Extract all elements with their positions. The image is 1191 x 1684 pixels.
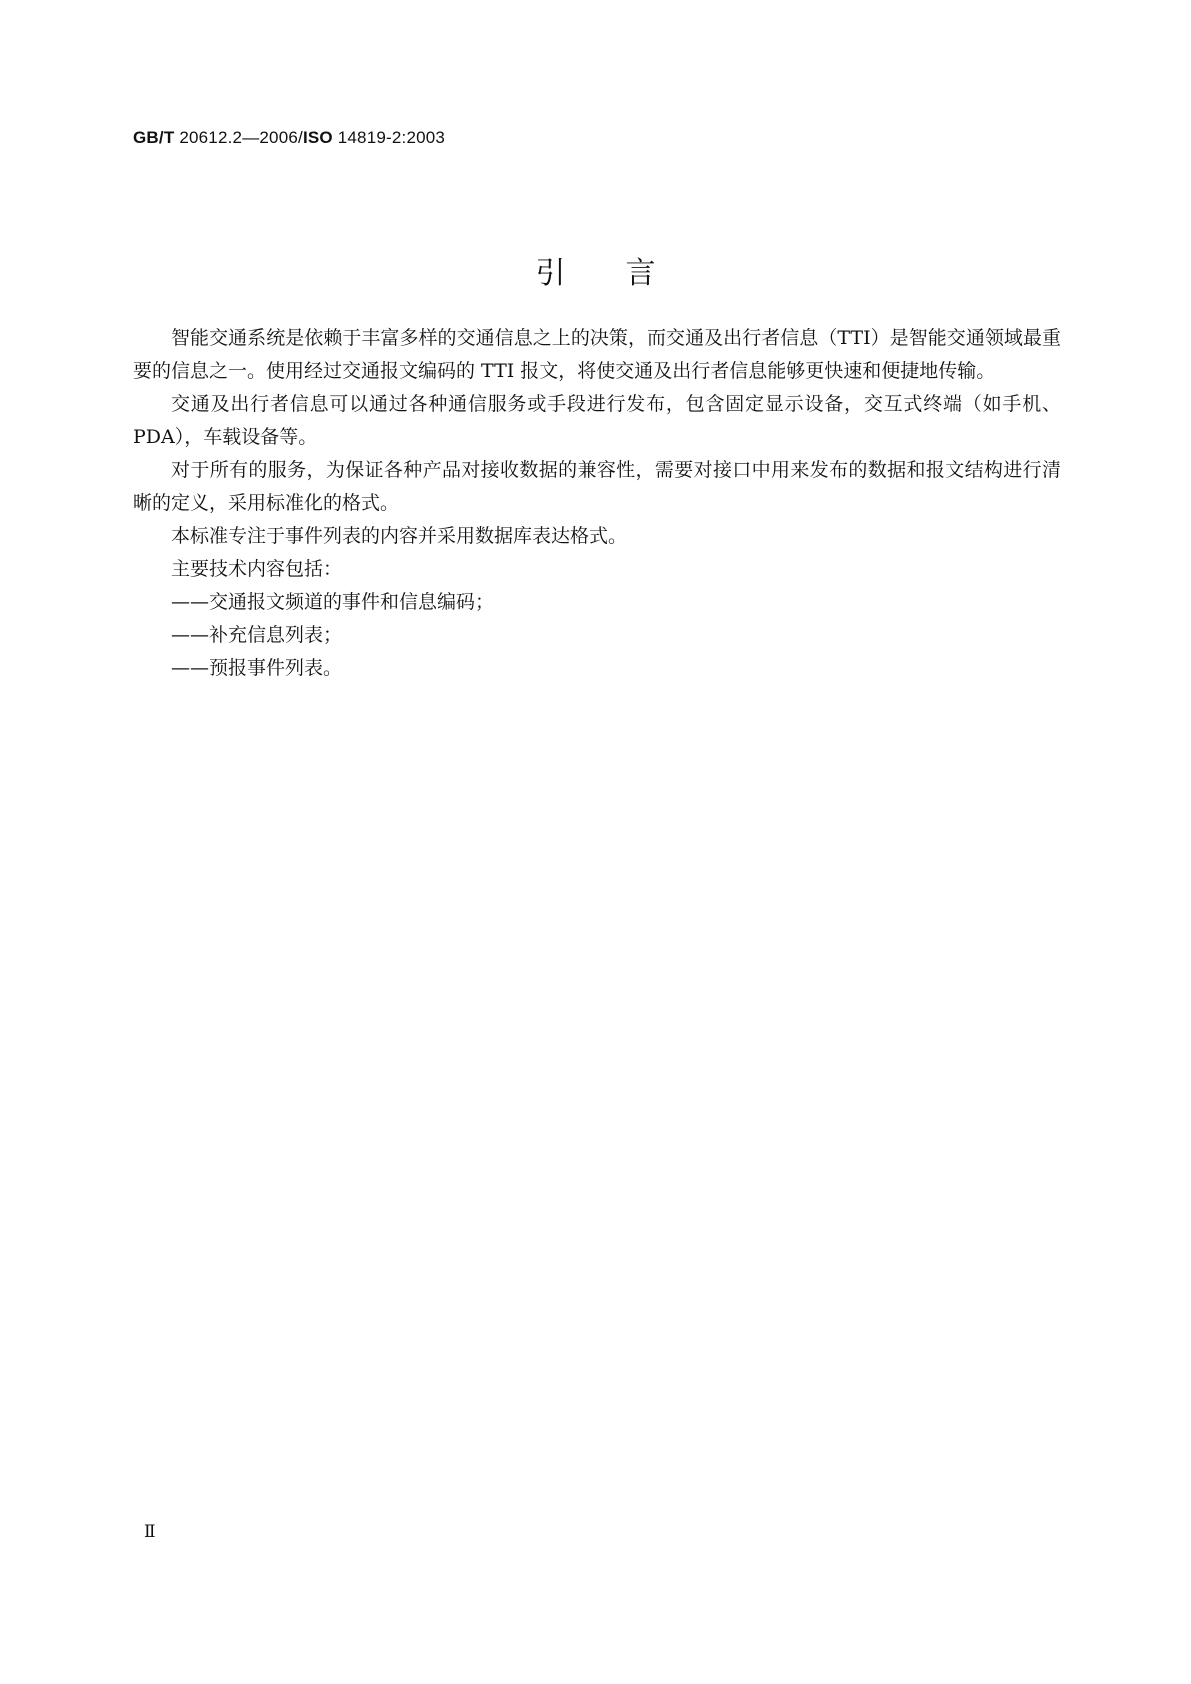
page-title: 引言 [535, 256, 716, 292]
list-item: ——补充信息列表； [171, 624, 343, 646]
list-item: ——交通报文频道的事件和信息编码； [171, 591, 495, 613]
paragraph: 交通及出行者信息可以通过各种通信服务或手段进行发布，包含固定显示设备，交互式终端（如手机、PDA），车载设备等。 [133, 393, 1061, 448]
paragraph: 本标准专注于事件列表的内容并采用数据库表达格式。 [171, 525, 628, 547]
introduction-body [133, 322, 1061, 685]
page-number: Ⅱ [144, 1522, 156, 1542]
paragraph: 主要技术内容包括： [171, 558, 343, 580]
standard-code-prefix: GB/T [133, 128, 175, 147]
list-item: ——预报事件列表。 [171, 657, 343, 679]
iso-prefix: ISO [302, 128, 333, 147]
standard-number: 20612.2—2006/ [174, 128, 303, 147]
document-header [133, 128, 445, 148]
paragraph: 对于所有的服务，为保证各种产品对接收数据的兼容性，需要对接口中用来发布的数据和报文结构进行清晰的定义，采用标准化的格式。 [133, 459, 1061, 514]
iso-number: 14819-2:2003 [332, 128, 446, 147]
paragraph: 智能交通系统是依赖于丰富多样的交通信息之上的决策，而交通及出行者信息（TTI）是智能交通领域最重要的信息之一。使用经过交通报文编码的 TTI 报文，将使交通及出行者信息能够更快速和便捷地传输。 [133, 327, 1061, 382]
